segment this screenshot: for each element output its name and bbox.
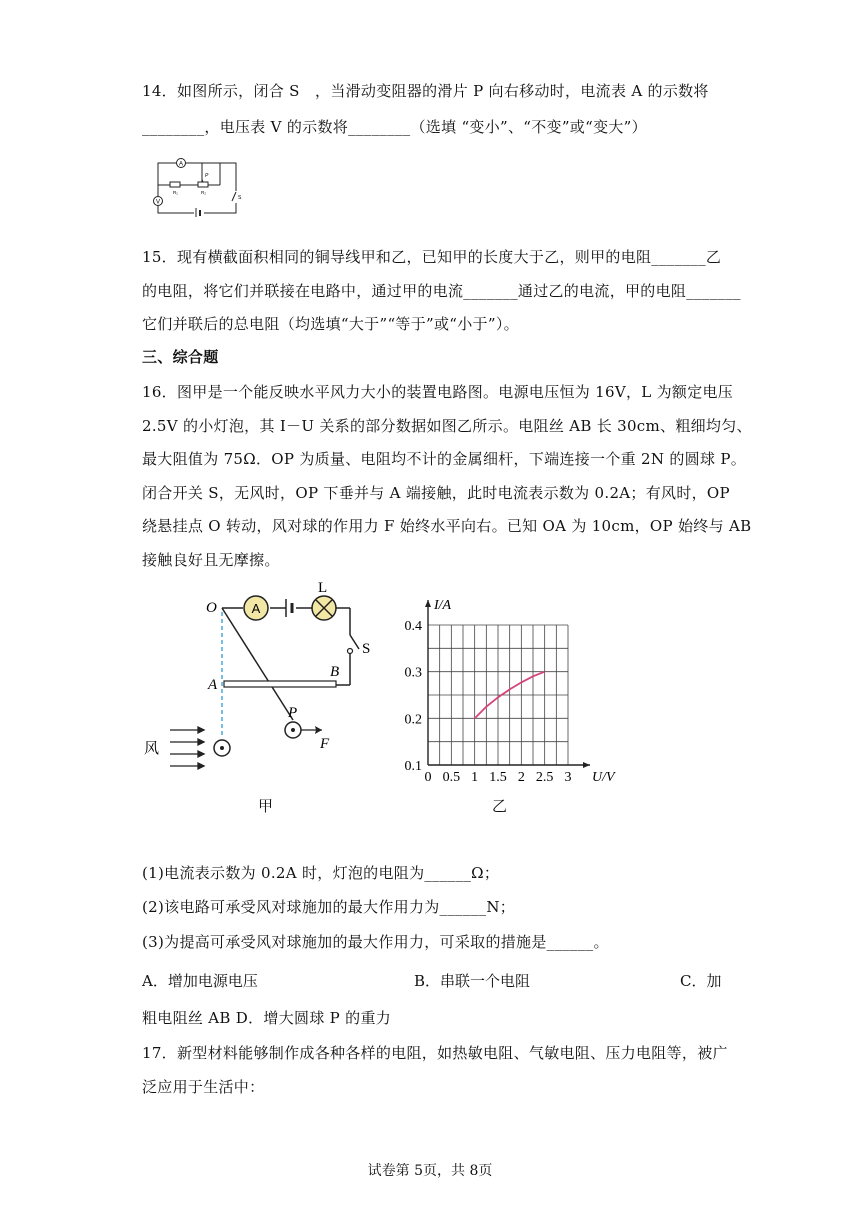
ammeter-icon [244,596,268,620]
point-a-label: A [208,677,218,693]
battery-icon [286,599,292,617]
q14-circuit-diagram [150,155,242,217]
y-axis-label: I/A [434,598,452,613]
y-tick-label: 0.1 [404,759,422,774]
r2-rheostat-icon [198,182,208,187]
q15-line2: 的电阻，将它们并联接在电路中，通过甲的电流_______通过乙的电流，甲的电阻_______ [142,282,741,300]
battery-icon [194,208,204,217]
y-axis-arrow-icon [425,600,431,607]
r2-label: R₂ [201,190,206,195]
switch-label: S [238,195,242,201]
figure-yi-iu-chart [392,590,632,790]
option-a: A．增加电源电压 [142,972,258,990]
lamp-label: L [318,580,328,596]
x-tick-label: 1.5 [489,770,507,785]
x-tick-label: 3 [564,770,572,785]
x-tick-label: 2 [517,770,525,785]
x-tick-label: 0 [424,770,432,785]
figure-jia-circuit [140,575,390,775]
y-tick-label: 0.4 [404,619,422,634]
lamp-icon [312,596,336,620]
option-c-start: C．加 [680,972,722,990]
ball-p-icon [285,722,301,738]
option-b: B．串联一个电阻 [414,972,531,990]
point-o-label: O [206,600,217,616]
x-axis-arrow-icon [583,762,590,768]
q16-sub3: (3)为提高可承受风对球施加的最大作用力，可采取的措施是______。 [142,933,609,951]
ball-p-label: P [288,705,298,721]
option-c-rest-and-d: 粗电阻丝 AB D．增大圆球 P 的重力 [142,1009,392,1027]
voltmeter-label: V [155,199,161,206]
q16-line2: 2.5V 的小灯泡，其 I－U 关系的部分数据如图乙所示。电阻丝 AB 长 30cm、粗细均匀、 [142,417,752,435]
q17-line1: 17．新型材料能够制作成各种各样的电阻，如热敏电阻、气敏电阻、压力电阻等，被广 [142,1044,728,1062]
y-tick-label: 0.2 [404,712,422,728]
x-tick-label: 1 [471,770,479,785]
q16-sub2: (2)该电路可承受风对球施加的最大作用力为______N； [142,898,516,916]
switch-icon [348,635,360,654]
x-tick-label: 0.5 [442,770,461,785]
q16-line1: 16．图甲是一个能反映水平风力大小的装置电路图。电源电压恒为 16V，L 为额定电压 [142,383,734,401]
force-arrow-icon [301,726,322,734]
q14-line1: 14．如图所示，闭合 S ，当滑动变阻器的滑片 P 向右移动时，电流表 A 的示数将 [142,82,709,100]
q15-line3: 它们并联后的总电阻（均选填“大于”“等于”或“小于”）。 [142,315,519,333]
switch-label: S [362,641,371,657]
ammeter-label: A [251,601,261,616]
x-tick-label: 2.5 [535,770,554,785]
page-footer: 试卷第 5页，共 8页 [367,1163,493,1179]
y-tick-label: 0.3 [404,665,422,681]
force-f-label: F [320,736,330,752]
q16-line4: 闭合开关 S，无风时，OP 下垂并与 A 端接触，此时电流表示数为 0.2A；有风时，OP [142,484,730,502]
figure-jia-caption: 甲 [258,797,274,815]
q14-line2: ________，电压表 V 的示数将________（选填 “变小”、“不变”或“变大”） [142,118,647,136]
section-heading: 三、综合题 [142,348,219,366]
q16-line6: 接触良好且无摩擦。 [142,551,280,569]
q16-line5: 绕悬挂点 O 转动，风对球的作用力 F 始终水平向右。已知 OA 为 10cm，OP 始终与 AB [142,517,752,535]
wind-arrows-icon [170,727,204,769]
q15-line1: 15．现有横截面积相同的铜导线甲和乙，已知甲的长度大于乙，则甲的电阻_______乙 [142,248,722,266]
q16-sub1: (1)电流表示数为 0.2A 时，灯泡的电阻为______Ω； [142,864,500,882]
wind-label: 风 [144,739,160,757]
resistance-wire-ab [224,681,336,687]
r1-resistor-icon [170,182,180,187]
q17-line2: 泛应用于生活中： [142,1078,265,1096]
point-b-label: B [330,664,340,680]
x-axis-label: U/V [592,770,615,785]
ammeter-label: A [178,161,184,168]
figure-yi-caption: 乙 [492,797,508,815]
r1-label: R₁ [173,190,178,195]
ball-rest-icon [214,740,230,756]
slider-p-label: P [205,173,209,179]
q16-line3: 最大阻值为 75Ω．OP 为质量、电阻均不计的金属细杆，下端连接一个重 2N 的圆球 P。 [142,450,747,468]
